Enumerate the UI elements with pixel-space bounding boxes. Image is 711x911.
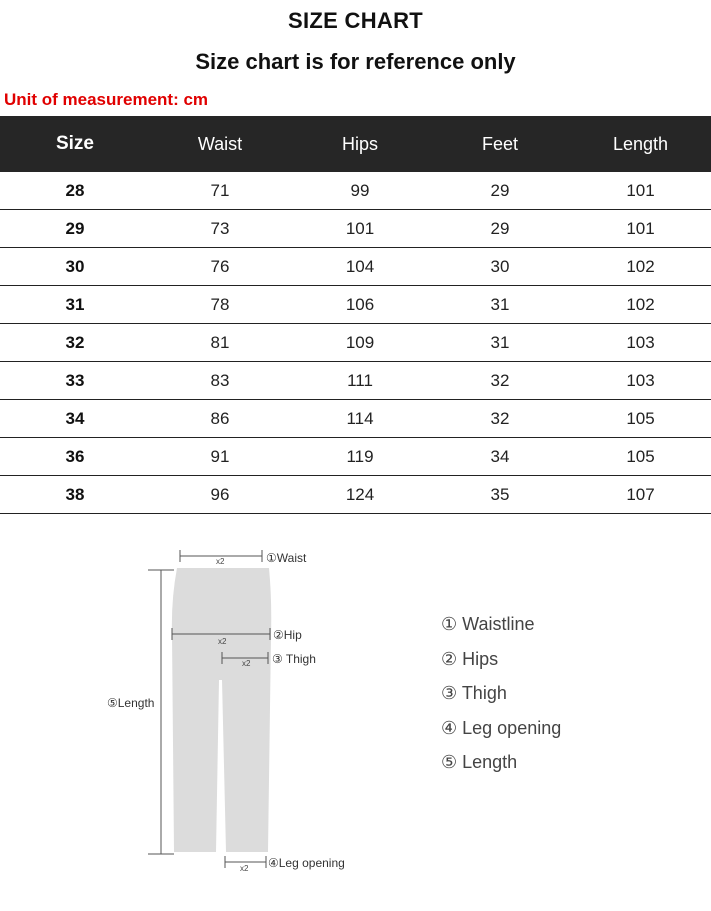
thigh-x2-label: x2 <box>242 659 251 668</box>
table-row <box>0 286 711 324</box>
legend-item-hips: ② Hips <box>441 648 499 669</box>
column-header-hips: Hips <box>290 116 430 172</box>
cell-length: 107 <box>570 476 711 514</box>
cell-feet: 31 <box>430 324 570 362</box>
cell-size: 36 <box>0 438 150 476</box>
cell-waist: 76 <box>150 248 290 286</box>
cell-length: 105 <box>570 438 711 476</box>
hip-label: ②Hip <box>273 628 302 642</box>
cell-size: 31 <box>0 286 150 324</box>
cell-size: 33 <box>0 362 150 400</box>
cell-size: 32 <box>0 324 150 362</box>
legend-item-length: ⑤ Length <box>441 752 518 772</box>
cell-hips: 124 <box>290 476 430 514</box>
pants-silhouette <box>172 568 271 852</box>
cell-length: 101 <box>570 210 711 248</box>
cell-size: 29 <box>0 210 150 248</box>
table-row <box>0 438 711 476</box>
cell-length: 103 <box>570 324 711 362</box>
size-table <box>0 116 711 514</box>
cell-feet: 34 <box>430 438 570 476</box>
cell-size: 28 <box>0 172 150 210</box>
cell-feet: 32 <box>430 400 570 438</box>
cell-hips: 114 <box>290 400 430 438</box>
cell-hips: 106 <box>290 286 430 324</box>
cell-feet: 35 <box>430 476 570 514</box>
cell-hips: 109 <box>290 324 430 362</box>
waist-x2-label: x2 <box>216 557 225 566</box>
length-measure-line <box>148 570 174 854</box>
column-header-size: Size <box>0 116 150 172</box>
legend-item-waistline: ① Waistline <box>441 614 535 634</box>
table-row <box>0 210 711 248</box>
cell-hips: 119 <box>290 438 430 476</box>
legend-item-leg-opening: ④ Leg opening <box>441 717 562 738</box>
column-header-feet: Feet <box>430 116 570 172</box>
cell-feet: 32 <box>430 362 570 400</box>
page-title: SIZE CHART <box>288 8 423 33</box>
cell-hips: 99 <box>290 172 430 210</box>
leg-opening-label: ④Leg opening <box>268 856 345 870</box>
table-header-row <box>0 116 711 172</box>
table-row <box>0 400 711 438</box>
length-label: ⑤Length <box>107 696 155 710</box>
cell-hips: 111 <box>290 362 430 400</box>
table-row <box>0 172 711 210</box>
table-row <box>0 248 711 286</box>
waist-label: ①Waist <box>266 551 307 565</box>
table-row <box>0 476 711 514</box>
cell-length: 102 <box>570 286 711 324</box>
cell-waist: 83 <box>150 362 290 400</box>
hip-x2-label: x2 <box>218 637 227 646</box>
thigh-label: ③ Thigh <box>272 652 316 666</box>
page-subtitle: Size chart is for reference only <box>195 49 516 74</box>
cell-size: 34 <box>0 400 150 438</box>
cell-waist: 86 <box>150 400 290 438</box>
cell-hips: 104 <box>290 248 430 286</box>
cell-feet: 30 <box>430 248 570 286</box>
cell-length: 103 <box>570 362 711 400</box>
cell-length: 101 <box>570 172 711 210</box>
cell-feet: 29 <box>430 210 570 248</box>
cell-waist: 71 <box>150 172 290 210</box>
column-header-waist: Waist <box>150 116 290 172</box>
cell-feet: 31 <box>430 286 570 324</box>
table-row <box>0 362 711 400</box>
pants-measurement-diagram <box>0 530 711 911</box>
cell-waist: 91 <box>150 438 290 476</box>
cell-hips: 101 <box>290 210 430 248</box>
cell-length: 102 <box>570 248 711 286</box>
measurement-legend <box>441 612 561 785</box>
leg-opening-x2-label: x2 <box>240 864 249 873</box>
cell-feet: 29 <box>430 172 570 210</box>
column-header-length: Length <box>570 116 711 172</box>
cell-size: 38 <box>0 476 150 514</box>
cell-waist: 78 <box>150 286 290 324</box>
table-row <box>0 324 711 362</box>
cell-waist: 81 <box>150 324 290 362</box>
cell-size: 30 <box>0 248 150 286</box>
cell-waist: 96 <box>150 476 290 514</box>
cell-length: 105 <box>570 400 711 438</box>
unit-note: Unit of measurement: cm <box>4 90 209 109</box>
legend-item-thigh: ③ Thigh <box>441 683 507 703</box>
cell-waist: 73 <box>150 210 290 248</box>
